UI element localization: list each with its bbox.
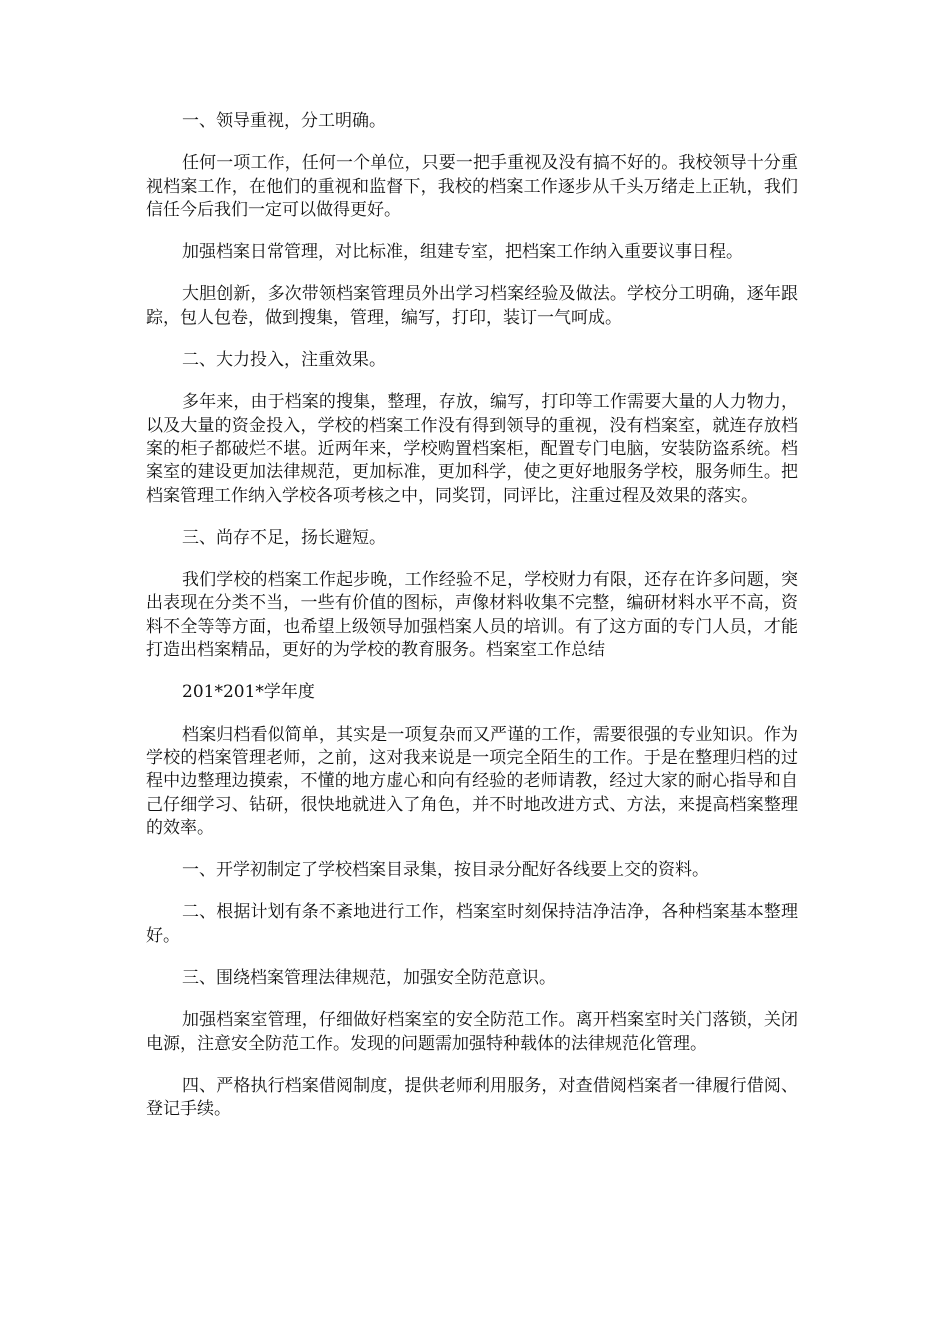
- paragraph-room-management: 加强档案室管理，仔细做好档案室的安全防范工作。离开档案室时关门落锁，关闭电源，注意安全防范工作。发现的问题需加强特种载体的法律规范化管理。: [146, 1010, 798, 1054]
- paragraph-leadership-attention: 任何一项工作，任何一个单位，只要一把手重视及没有搞不好的。我校领导十分重视档案工作，在他们的重视和监督下，我校的档案工作逐步从千头万绪走上正轨，我们信任今后我们一定可以做得更好。: [146, 153, 798, 220]
- school-year-line: 201*201*学年度: [182, 682, 315, 703]
- item-safety-awareness: 三、围绕档案管理法律规范，加强安全防范意识。: [182, 968, 556, 989]
- paragraph-daily-management: 加强档案日常管理，对比标准，组建专室，把档案工作纳入重要议事日程。: [182, 242, 743, 263]
- item-lending-system: 四、严格执行档案借阅制度，提供老师利用服务，对查借阅档案者一律履行借阅、登记手续。: [146, 1075, 798, 1120]
- paragraph-innovation: 大胆创新，多次带领档案管理员外出学习档案经验及做法。学校分工明确，逐年跟踪，包人包卷，做到搜集，管理，编写，打印，装订一气呵成。: [146, 284, 798, 328]
- document-page: [146, 110, 798, 1141]
- paragraph-investment: 多年来，由于档案的搜集，整理，存放，编写，打印等工作需要大量的人力物力，以及大量的资金投入，学校的档案工作没有得到领导的重视，没有档案室，就连存放档案的柜子都破烂不堪。近两年来，学校购置档案柜，配置专门电脑，安装防盗系统。档案室的建设更加法律规范，更加标准，更加科学，使之更好地服务学校，服务师生。把档案管理工作纳入学校各项考核之中，同奖罚，同评比，注重过程及效果的落实。: [146, 392, 798, 506]
- heading-leadership: 一、领导重视，分工明确。: [182, 111, 386, 131]
- paragraph-shortcomings: 我们学校的档案工作起步晚，工作经验不足，学校财力有限，还存在许多问题，突出表现在分类不当，一些有价值的图标，声像材料收集不完整，编研材料水平不高，资料不全等等方面，也希望上级领导加强档案人员的培训。有了这方面的专门人员，才能打造出档案精品，更好的为学校的教育服务。档案室工作总结: [146, 570, 798, 661]
- item-planned-work: 二、根据计划有条不紊地进行工作，档案室时刻保持洁净洁净，各种档案基本整理好。: [146, 902, 798, 946]
- item-catalog: 一、开学初制定了学校档案目录集，按目录分配好各线要上交的资料。: [182, 860, 709, 881]
- heading-investment: 二、大力投入，注重效果。: [182, 350, 386, 371]
- heading-shortcomings: 三、尚存不足，扬长避短。: [182, 527, 386, 548]
- paragraph-archiving-intro: 档案归档看似简单，其实是一项复杂而又严谨的工作，需要很强的专业知识。作为学校的档案管理老师，之前，这对我来说是一项完全陌生的工作。于是在整理归档的过程中边整理边摸索，不懂的地方虚心和向有经验的老师请教，经过大家的耐心指导和自己仔细学习、钻研，很快地就进入了角色，并不时地改进方式、方法，来提高档案整理的效率。: [146, 724, 798, 838]
